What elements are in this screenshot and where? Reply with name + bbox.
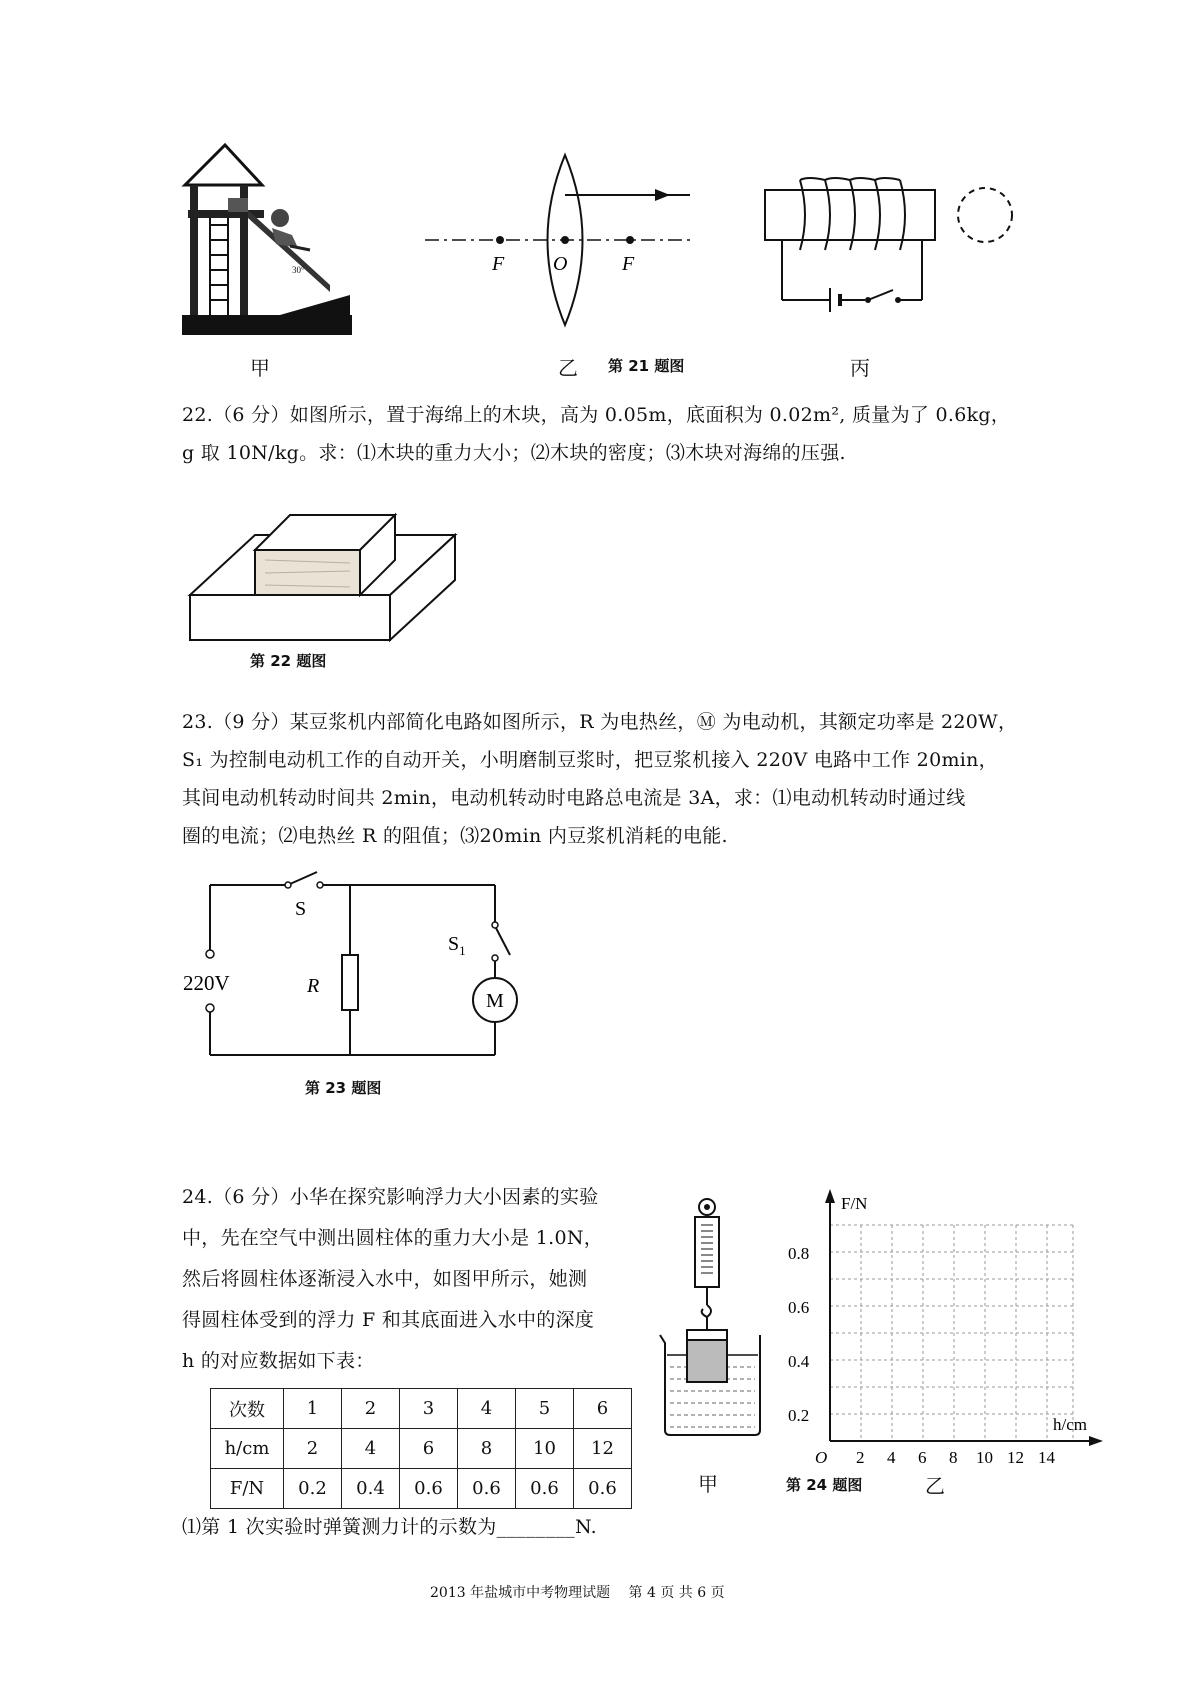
x-axis-label: h/cm	[1053, 1415, 1087, 1434]
table-cell: 次数	[211, 1389, 284, 1429]
table-cell: 0.6	[400, 1469, 458, 1509]
q22-figure	[185, 495, 465, 645]
motor-label: M	[486, 990, 504, 1012]
q23-line4: 圈的电流；⑵电热丝 R 的阻值；⑶20min 内豆浆机消耗的电能.	[182, 825, 728, 847]
table-cell: 0.6	[574, 1469, 632, 1509]
table-cell: 10	[516, 1429, 574, 1469]
page-footer: 2013 年盐城市中考物理试题 第 4 页 共 6 页	[430, 1585, 725, 1601]
resistor-label: R	[307, 975, 320, 997]
y-tick-label: 0.8	[788, 1244, 810, 1263]
table-row	[211, 1389, 632, 1429]
switch-s-label: S	[295, 898, 307, 920]
graph-grid	[830, 1225, 1073, 1441]
q23-caption: 第 23 题图	[305, 1079, 382, 1097]
q24-label-yi: 乙	[925, 1474, 945, 1498]
q22-line2: g 取 10N/kg。求：⑴木块的重力大小；⑵木块的密度；⑶木块对海绵的压强.	[182, 442, 846, 464]
x-tick-label: 6	[918, 1448, 927, 1465]
table-cell: 5	[516, 1389, 574, 1429]
q24-data-table	[210, 1388, 632, 1509]
switch-s1-label: $S_1$	[448, 933, 466, 958]
x-tick-label: 8	[949, 1448, 958, 1465]
x-tick-label: 14	[1038, 1448, 1055, 1465]
table-cell: 2	[284, 1429, 342, 1469]
q24-graph	[785, 1185, 1105, 1465]
table-cell: 2	[342, 1389, 400, 1429]
q24-line: 然后将圆柱体逐渐浸入水中，如图甲所示，她测	[182, 1268, 588, 1290]
y-axis-label: F/N	[841, 1194, 868, 1213]
table-cell: 12	[574, 1429, 632, 1469]
table-cell: 4	[342, 1429, 400, 1469]
table-cell: 0.6	[516, 1469, 574, 1509]
q24-line: h 的对应数据如下表：	[182, 1350, 375, 1372]
x-tick-label: 4	[887, 1448, 896, 1465]
table-row	[211, 1469, 632, 1509]
table-cell: 6	[574, 1389, 632, 1429]
q21-fig-yi	[420, 150, 700, 330]
table-cell: 6	[400, 1429, 458, 1469]
table-cell: 1	[284, 1389, 342, 1429]
q21-fig-jia	[180, 140, 360, 340]
table-cell: h/cm	[211, 1429, 284, 1469]
q21-fig-bing	[760, 170, 1020, 330]
voltage-label: 220V	[183, 971, 230, 995]
slide-angle-label: 30°	[292, 265, 305, 275]
q21-caption: 第 21 题图	[608, 357, 685, 375]
q23-line3: 其间电动机转动时间共 2min，电动机转动时电路总电流是 3A，求：⑴电动机转动时通过线	[182, 787, 966, 809]
y-tick-label: 0.6	[788, 1298, 810, 1317]
origin-label: O	[815, 1448, 828, 1465]
q22-line1: 22.（6 分）如图所示，置于海绵上的木块，高为 0.05m，底面积为 0.02m², 质量为了 0.6kg，	[182, 404, 1011, 426]
q21-label-bing: 丙	[850, 356, 870, 380]
switch-s1-subscript: 1	[459, 943, 466, 958]
table-cell: 8	[458, 1429, 516, 1469]
q24-fig-jia	[655, 1195, 785, 1450]
q24-line: 24.（6 分）小华在探究影响浮力大小因素的实验	[182, 1186, 599, 1208]
table-cell: 0.4	[342, 1469, 400, 1509]
y-tick-label: 0.4	[788, 1352, 810, 1371]
q21-label-jia: 甲	[250, 356, 270, 380]
q23-circuit	[180, 870, 520, 1070]
x-tick-label: 2	[856, 1448, 865, 1465]
q22-caption: 第 22 题图	[250, 652, 327, 670]
table-cell: 3	[400, 1389, 458, 1429]
x-tick-label: 10	[976, 1448, 993, 1465]
table-cell: 4	[458, 1389, 516, 1429]
q24-text	[182, 1177, 603, 1382]
q24-label-jia: 甲	[698, 1472, 718, 1496]
q24-question1: ⑴第 1 次实验时弹簧测力计的示数为________N.	[182, 1516, 598, 1538]
focus-left-label: F	[492, 253, 505, 275]
q24-caption: 第 24 题图	[786, 1476, 863, 1494]
table-cell: F/N	[211, 1469, 284, 1509]
q21-label-yi: 乙	[558, 356, 578, 380]
table-row	[211, 1429, 632, 1469]
q23-line2: S₁ 为控制电动机工作的自动开关，小明磨制豆浆时，把豆浆机接入 220V 电路中工作 20min，	[182, 749, 998, 771]
q24-line: 中，先在空气中测出圆柱体的重力大小是 1.0N，	[182, 1227, 604, 1249]
y-tick-label: 0.2	[788, 1406, 810, 1425]
x-tick-label: 12	[1007, 1448, 1024, 1465]
table-cell: 0.6	[458, 1469, 516, 1509]
lens-center-label: O	[553, 253, 568, 275]
q23-line1: 23.（9 分）某豆浆机内部简化电路如图所示，R 为电热丝，Ⓜ 为电动机，其额定功率是 220W，	[182, 711, 1018, 733]
q24-line: 得圆柱体受到的浮力 F 和其底面进入水中的深度	[182, 1309, 595, 1331]
focus-right-label: F	[622, 253, 635, 275]
table-cell: 0.2	[284, 1469, 342, 1509]
